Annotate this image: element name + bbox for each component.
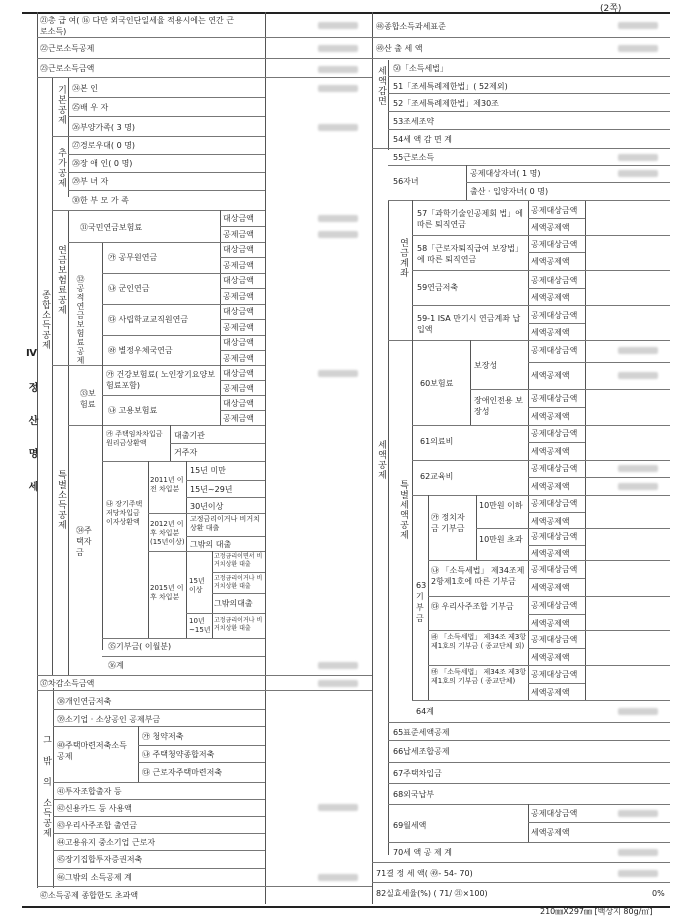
row-54-reduction-total: 54세 액 감 면 계 bbox=[393, 135, 452, 144]
public-pension-label: ㉜공적연금보험료공제 bbox=[76, 275, 85, 365]
row-32c-private-school: ㉰ 사립학교교직원연금 bbox=[108, 315, 189, 324]
term-under-15: 15년 미만 bbox=[190, 466, 226, 475]
term-15-plus: 15년 이상 bbox=[189, 577, 205, 594]
row-25-spouse: ㉕배 우 자 bbox=[72, 103, 109, 112]
row-56b-birth-adoption: 출산 · 입양자녀( 0 명) bbox=[470, 187, 549, 196]
row-65-standard-credit: 65표준세액공제 bbox=[393, 728, 450, 737]
tax-settlement-form-page: (2쪽) Ⅳ 정 산 명 세 ㉑총 급 여( ⑯ 다만 외국인단일세율 적용시에는 연간 근로소득) ㉒근로소득공제 ㉓근로소득금액 기본공제 ㉔본 인 ㉕배 우 자 ㉖부양가족( 3 명) 추가공제 ㉗경로우대( 0 명) ㉘장 애 인( 0 명) ㉙부 녀 자 ㉚한 부 모 가 족 종합소득공제 연금보험료공제 ㉛국민연금보험료 대상금액 공제금액 ㉜공적연금보험료공제 ㉮ 공무원연금 ㉯ 군인연금 ㉰ 사립학교교직원연금 ㉱ 별정우체국연금 대상금액 공제금액 대상금액 공제금액 대상금액 공제금액 대상금액 공제금액 ㉝보험료 ㉮ 건강보험료( 노인장기요양보험료포함) 대상금액 공제금액 ㉯ 고용보험료 대상금액 공제금액 특별소득공제 ㉞주택자금 ㉮ 주택임차차입금원리금상환액 대출기관 거주자 ㉯ 장기주택저당차입금이자상환액 2011년 이전 차입분 15년 미만 15년~29년 30년이상 2012년 이후 차입분 (15년이상) 고정금리이거나 비거치상환 대출 그밖의 대출 2015년 이후 차입분 15년 이상 고정금리이면서 비거치상환 대출 고정금리이거나 비거치상환 대출 그밖의대출 10년 ~15년 고정금리이거나 비거치상환 대출 ㉟기부금( 이월분) ㊱계 ㊲차감소득금액 그 밖 의 소득공제 ㊳개인연금저축 ㊴소기업 · 소상공인 공제부금 ㊵주택마련저축소득공제 ㉮ 청약저축 ㉯ 주택청약종합저축 ㉰ 근로자주택마련저축 ㊶투자조합출자 등 ㊷신용카드 등 사용액 ㊸우리사주조합 출연금 ㊹고용유지 중소기업 근로자 ㊺장기집합투자증권저축 ㊻그밖의 소득공제 계 ㊼소득공제 종합한도 초과액 ㊽종합소득과세표준 ㊾산 출 세 액 세액감면 ㊿「소득세법」 51「조세특례제한법」( 52제외) 52「조세특례제한법」제30조 53조세조약 54세 액 감 면 계 55근로소득 56자녀 공제대상자녀( 1 명) 출산 · 입양자녀( 0 명) 세액공제 연금계좌 57「과학기술인공제회 법」에 따른 퇴직연금 58「근로자퇴직급여 보장법」에 따른 퇴직연금 59연금저축 59-1 ISA 만기시 연금계좌 납입액 공제대상금액 세액공제액 공제대상금액 세액공제액 공제대상금액 세액공제액 공제대상금액 세액공제액 특별세액공제 60보험료 보장성 장애인전용 보장성 공제대상금액 세액공제액 공제대상금액 세액공제액 61의료비 공제대상금액 세액공제액 62교육비 공제대상금액 세액공제액 63기부금 ㉮ 정치자금 기부금 10만원 이하 10만원 초과 공제대상금액 세액공제액 공제대상금액 세액공제액 ㉯ 「소득세법」 제34조제2항제1호에 따른 기부금 공제대상금액 세액공제액 ㉰ 우리사주조합 기부금 공제대상금액 세액공제액 ㉱ 「소득세법」 제34조 제3항제1호의 기부금 ( 종교단체 외) 공제대상금액 세액공제액 ㉲ 「소득세법」 제34조 제3항제1호의 기부금 ( 종교단체) 공제대상금액 세액공제액 64계 65표준세액공제 66납세조합공제 67주택차입금 68외국납부 69월세액 공제대상금액 세액공제액 70세 액 공 제 계 71결 정 세 액( ㊾- 54- 70) 82실효세율(%) ( 71/ ㉑×100) 0% 210㎜X297㎜ [백상지 80g/㎡] bbox=[0, 0, 688, 918]
row-23-earned-income-amount: ㉓근로소득금액 bbox=[40, 64, 95, 73]
row-33a-health: ㉮ 건강보험료( 노인장기요양보험료포함) bbox=[106, 370, 215, 390]
row-43-employee-stock: ㊸우리사주조합 출연금 bbox=[57, 821, 138, 830]
row-32b-military: ㉯ 군인연금 bbox=[108, 284, 150, 293]
effective-rate-value: 0% bbox=[652, 889, 665, 898]
row-28-disabled: ㉘장 애 인( 0 명) bbox=[72, 159, 133, 168]
row-42-credit-card: ㊷신용카드 등 사용액 bbox=[57, 804, 132, 813]
lender-label: 대출기관 bbox=[174, 431, 205, 440]
row-67-housing-loan: 67주택차입금 bbox=[393, 769, 442, 778]
row-34-housing: ㉞주택자금 bbox=[76, 526, 92, 557]
row-59-1-isa: 59-1 ISA 만기시 연금계좌 납입액 bbox=[417, 314, 521, 334]
row-51-special-tax: 51「조세특례제한법」( 52제외) bbox=[393, 82, 508, 91]
row-34b-mortgage: ㉯ 장기주택저당차입금이자상환액 bbox=[106, 500, 143, 526]
page-label: (2쪽) bbox=[600, 4, 622, 14]
row-63d-non-religious: ㉱ 「소득세법」 제34조 제3항제1호의 기부금 ( 종교단체 외) bbox=[431, 633, 527, 650]
row-82-effective-rate: 82실효세율(%) ( 71/ ㉑×100) bbox=[376, 889, 488, 898]
row-29-women: ㉙부 녀 자 bbox=[72, 177, 109, 186]
term-30-plus: 30년이상 bbox=[190, 502, 224, 511]
row-44-employment-retention: ㊹고용유지 중소기업 근로자 bbox=[57, 838, 156, 847]
row-31-national-pension: ㉛국민연금보험료 bbox=[80, 223, 143, 232]
row-70-credit-total: 70세 액 공 제 계 bbox=[393, 848, 452, 857]
row-40-housing-savings: ㊵주택마련저축소득공제 bbox=[57, 741, 127, 761]
row-37-net-income: ㊲차감소득금액 bbox=[40, 679, 95, 688]
row-63-donations: 63기부금 bbox=[416, 581, 427, 623]
row-49-calculated-tax: ㊾산 출 세 액 bbox=[376, 44, 423, 53]
additional-deduction-label: 추가공제 bbox=[56, 148, 66, 188]
row-60a-protection: 보장성 bbox=[474, 361, 498, 370]
row-60-insurance: 60보험료 bbox=[420, 379, 454, 388]
row-40a-subscription: ㉮ 청약저축 bbox=[142, 732, 184, 741]
row-47-limit-excess: ㊼소득공제 종합한도 초과액 bbox=[40, 891, 139, 900]
y2012-label: 2012년 이후 차입분 (15년이상) bbox=[150, 520, 185, 546]
row-38-personal-pension: ㊳개인연금저축 bbox=[57, 697, 112, 706]
fixed-and-non-deferred: 고정금리이면서 비거치상환 대출 bbox=[214, 553, 263, 568]
term-10-15: 10년 ~15년 bbox=[189, 617, 211, 634]
row-56-children: 56자녀 bbox=[393, 177, 419, 186]
row-63a-political: ㉮ 정치자금 기부금 bbox=[431, 513, 465, 533]
resident-label: 거주자 bbox=[174, 448, 198, 457]
row-33-insurance: ㉝보험료 bbox=[80, 389, 96, 409]
row-52-special-tax-30: 52「조세특례제한법」제30조 bbox=[393, 99, 499, 108]
row-71-determined-tax: 71결 정 세 액( ㊾- 54- 70) bbox=[376, 869, 473, 878]
row-40b-comprehensive: ㉯ 주택청약종합저축 bbox=[142, 750, 215, 759]
row-56a-eligible-children: 공제대상자녀( 1 명) bbox=[470, 169, 541, 178]
other-loan-2: 그밖의대출 bbox=[214, 599, 253, 608]
other-deduction-label: 그 밖 의 소득공제 bbox=[41, 735, 51, 838]
row-41-investment: ㊶투자조합출자 등 bbox=[57, 787, 122, 796]
row-35-donation-carryover: ㉟기부금( 이월분) bbox=[108, 642, 172, 651]
row-21-total-salary: ㉑총 급 여( ⑯ 다만 외국인단일세율 적용시에는 연간 근로소득) bbox=[40, 16, 235, 36]
row-60b-disabled-protection: 장애인전용 보장성 bbox=[474, 396, 523, 416]
row-32a-civil-servant: ㉮ 공무원연금 bbox=[108, 253, 158, 262]
comprehensive-deduction-label: 종합소득공제 bbox=[40, 290, 50, 350]
row-46-other-total: ㊻그밖의 소득공제 계 bbox=[57, 873, 132, 882]
y2015-label: 2015년 이후 차입분 bbox=[150, 584, 184, 601]
row-53-tax-treaty: 53조세조약 bbox=[393, 117, 435, 126]
fixed-rate-loan: 고정금리이거나 비거치상환 대출 bbox=[190, 515, 260, 532]
section-label: Ⅳ 정 산 명 세 bbox=[26, 348, 37, 497]
row-68-foreign-tax: 68외국납부 bbox=[393, 790, 435, 799]
row-63e-religious: ㉲ 「소득세법」 제34조 제3항제1호의 기부금 ( 종교단체) bbox=[431, 668, 527, 685]
row-22-earned-income-deduction: ㉒근로소득공제 bbox=[40, 44, 95, 53]
row-27-elderly: ㉗경로우대( 0 명) bbox=[72, 141, 136, 150]
row-24-self: ㉔본 인 bbox=[72, 84, 98, 93]
row-61-medical: 61의료비 bbox=[420, 437, 454, 446]
row-57-science-pension: 57「과학기술인공제회 법」에 따른 퇴직연금 bbox=[417, 209, 524, 229]
row-45-long-term-fund: ㊺장기집합투자증권저축 bbox=[57, 855, 143, 864]
tax-credit-label: 세액공제 bbox=[376, 440, 386, 480]
pension-account-label: 연금계좌 bbox=[398, 238, 408, 278]
row-36-total: ㊱계 bbox=[108, 661, 124, 670]
over-100k: 10만원 초과 bbox=[479, 535, 523, 544]
fixed-or-non-deferred-2: 고정금리이거나 비거치상환 대출 bbox=[214, 617, 263, 632]
special-credit-label: 특별세액공제 bbox=[398, 480, 408, 540]
row-26-dependents: ㉖부양가족( 3 명) bbox=[72, 123, 136, 132]
paper-spec-footer: 210㎜X297㎜ [백상지 80g/㎡] bbox=[540, 907, 653, 916]
row-63c-employee-stock-donation: ㉰ 우리사주조합 기부금 bbox=[431, 602, 514, 611]
row-30-single-parent: ㉚한 부 모 가 족 bbox=[72, 196, 129, 205]
row-58-retirement-pension: 58「근로자퇴직급여 보장법」에 따른 퇴직연금 bbox=[417, 244, 524, 264]
row-66-tax-union: 66납세조합공제 bbox=[393, 747, 450, 756]
row-63b-income-tax-34-2: ㉯ 「소득세법」 제34조제2항제1호에 따른 기부금 bbox=[431, 566, 525, 586]
row-33b-employment: ㉯ 고용보험료 bbox=[108, 406, 158, 415]
row-50-income-tax-act: ㊿「소득세법」 bbox=[393, 64, 448, 73]
row-62-education: 62교육비 bbox=[420, 472, 454, 481]
tax-reduction-label: 세액감면 bbox=[376, 66, 386, 106]
row-32d-postal: ㉱ 별정우체국연금 bbox=[108, 346, 173, 355]
row-59-pension-savings: 59연금저축 bbox=[417, 283, 459, 292]
pension-deduction-label: 연금보험료공제 bbox=[56, 245, 66, 315]
row-39-small-business: ㊴소기업 · 소상공인 공제부금 bbox=[57, 715, 161, 724]
under-100k: 10만원 이하 bbox=[479, 501, 523, 510]
y2011-label: 2011년 이전 차입분 bbox=[150, 476, 184, 493]
special-deduction-label: 특별소득공제 bbox=[56, 470, 66, 530]
fixed-or-non-deferred: 고정금리이거나 비거치상환 대출 bbox=[214, 575, 263, 590]
row-40c-worker-housing: ㉰ 근로자주택마련저축 bbox=[142, 768, 223, 777]
row-34a-lease: ㉮ 주택임차차입금원리금상환액 bbox=[106, 430, 163, 447]
row-69-monthly-rent: 69월세액 bbox=[393, 821, 427, 830]
row-55-earned-income-credit: 55근로소득 bbox=[393, 153, 435, 162]
other-loan: 그밖의 대출 bbox=[190, 540, 232, 549]
row-48-tax-base: ㊽종합소득과세표준 bbox=[376, 22, 446, 31]
basic-deduction-label: 기본공제 bbox=[56, 85, 66, 125]
row-64-total: 64계 bbox=[416, 707, 434, 716]
term-15-29: 15년~29년 bbox=[190, 485, 233, 494]
